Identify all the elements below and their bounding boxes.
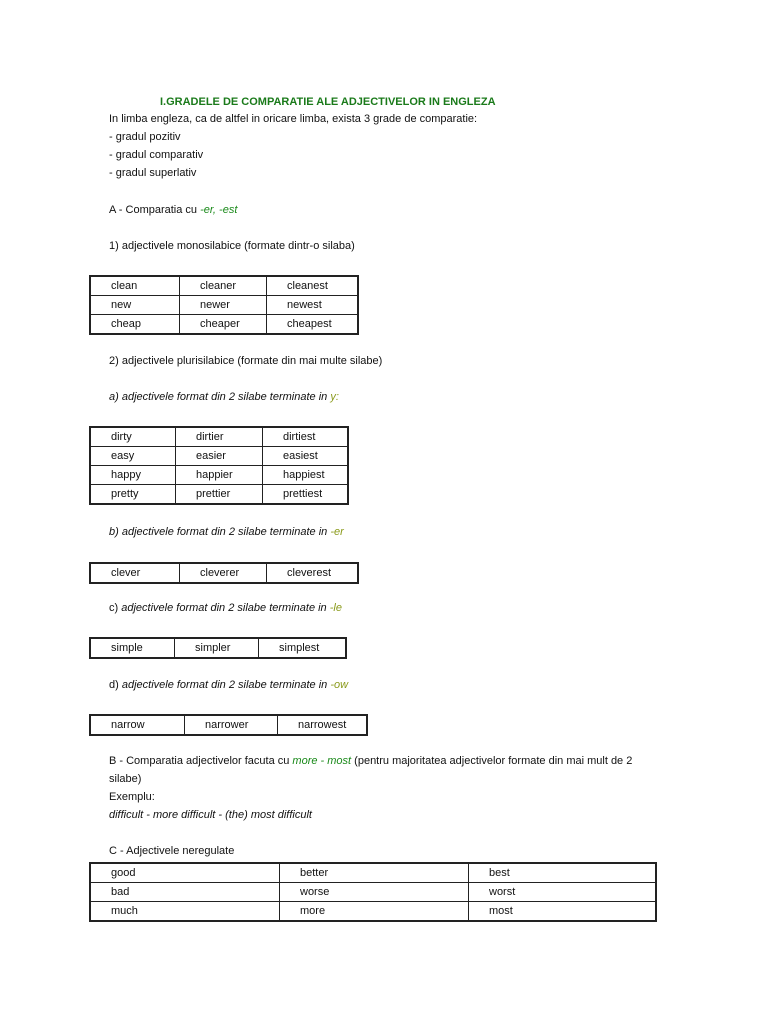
table-row — [91, 716, 366, 734]
subsection-c-heading: c) adjectivele format din 2 silabe terminate in -le — [109, 602, 342, 614]
grade-item: - gradul comparativ — [109, 149, 204, 161]
table-row — [91, 447, 347, 466]
subsection-b-heading: b) adjectivele format din 2 silabe terminate in -er — [109, 526, 344, 538]
grade-item: - gradul pozitiv — [109, 131, 181, 143]
table-cell: cleaner — [180, 277, 267, 296]
table-cell: cheap — [91, 315, 180, 333]
table-monosyllabic — [89, 275, 359, 335]
table-cell: narrower — [185, 716, 278, 734]
table-cell: worse — [280, 883, 469, 902]
section-a-heading: A - Comparatia cu -er, -est — [109, 204, 238, 216]
table-cell: pretty — [91, 485, 176, 503]
table-row — [91, 639, 345, 657]
section-c-heading: C - Adjectivele neregulate — [109, 845, 235, 857]
table-cell: new — [91, 296, 180, 315]
table-row — [91, 485, 347, 503]
table-cell: happiest — [263, 466, 347, 485]
table-cell: easy — [91, 447, 176, 466]
table-cell: easier — [176, 447, 263, 466]
table-cell: worst — [469, 883, 655, 902]
table-cell: newer — [180, 296, 267, 315]
table-row — [91, 466, 347, 485]
table-cell: dirtiest — [263, 428, 347, 447]
example-text: difficult - more difficult - (the) most difficult — [109, 809, 312, 821]
table-cell: simplest — [279, 642, 320, 654]
table-cell: most — [489, 905, 513, 917]
table-cell: prettier — [176, 485, 263, 503]
example-label: Exemplu: — [109, 791, 155, 803]
document-title: I.GRADELE DE COMPARATIE ALE ADJECTIVELOR IN ENGLEZA — [160, 96, 496, 108]
monosyllabic-heading: 1) adjectivele monosilabice (formate dintr-o silaba) — [109, 240, 355, 252]
table-row — [91, 315, 357, 333]
section-b-heading: B - Comparatia adjectivelor facuta cu more - most (pentru majoritatea adjectivelor formate din mai mult de 2 silabe) — [109, 755, 633, 785]
grade-item: - gradul superlativ — [109, 167, 197, 179]
table-row — [91, 564, 357, 582]
polysyllabic-heading: 2) adjectivele plurisilabice (formate din mai multe silabe) — [109, 355, 383, 367]
table-cell: newest — [267, 296, 357, 315]
table-cell: more — [280, 902, 469, 920]
table-ending-er — [89, 562, 359, 584]
table-cell: good — [91, 864, 280, 883]
subsection-d-heading: d) adjectivele format din 2 silabe terminate in -ow — [109, 679, 349, 691]
table-ending-ow — [89, 714, 368, 736]
table-row — [91, 277, 357, 296]
table-cell: narrowest — [298, 719, 347, 731]
table-cell: dirty — [91, 428, 176, 447]
table-row — [91, 296, 357, 315]
table-cell: much — [91, 902, 280, 920]
table-row — [91, 883, 655, 902]
subsection-a-heading: a) adjectivele format din 2 silabe terminate in y: — [109, 391, 339, 403]
table-cell: cleverest — [287, 567, 332, 579]
table-cell: cheaper — [180, 315, 267, 333]
intro-text: In limba engleza, ca de altfel in oricare limba, exista 3 grade de comparatie: — [109, 113, 478, 125]
table-cell: narrow — [91, 716, 185, 734]
table-cell: clever — [91, 564, 180, 582]
table-cell: happy — [91, 466, 176, 485]
table-cell: cleverer — [180, 564, 267, 582]
table-cell: cheapest — [287, 318, 332, 330]
table-cell: cleanest — [267, 277, 357, 296]
table-row — [91, 864, 655, 883]
table-cell: happier — [176, 466, 263, 485]
table-row — [91, 902, 655, 920]
table-cell: dirtier — [176, 428, 263, 447]
table-cell: simpler — [175, 639, 259, 657]
table-cell: prettiest — [283, 488, 323, 500]
table-cell: best — [469, 864, 655, 883]
table-cell: easiest — [263, 447, 347, 466]
table-cell: clean — [91, 277, 180, 296]
table-irregular — [89, 862, 657, 922]
table-cell: simple — [91, 639, 175, 657]
table-row — [91, 428, 347, 447]
table-cell: better — [280, 864, 469, 883]
table-ending-le — [89, 637, 347, 659]
table-ending-y — [89, 426, 349, 505]
table-cell: bad — [91, 883, 280, 902]
